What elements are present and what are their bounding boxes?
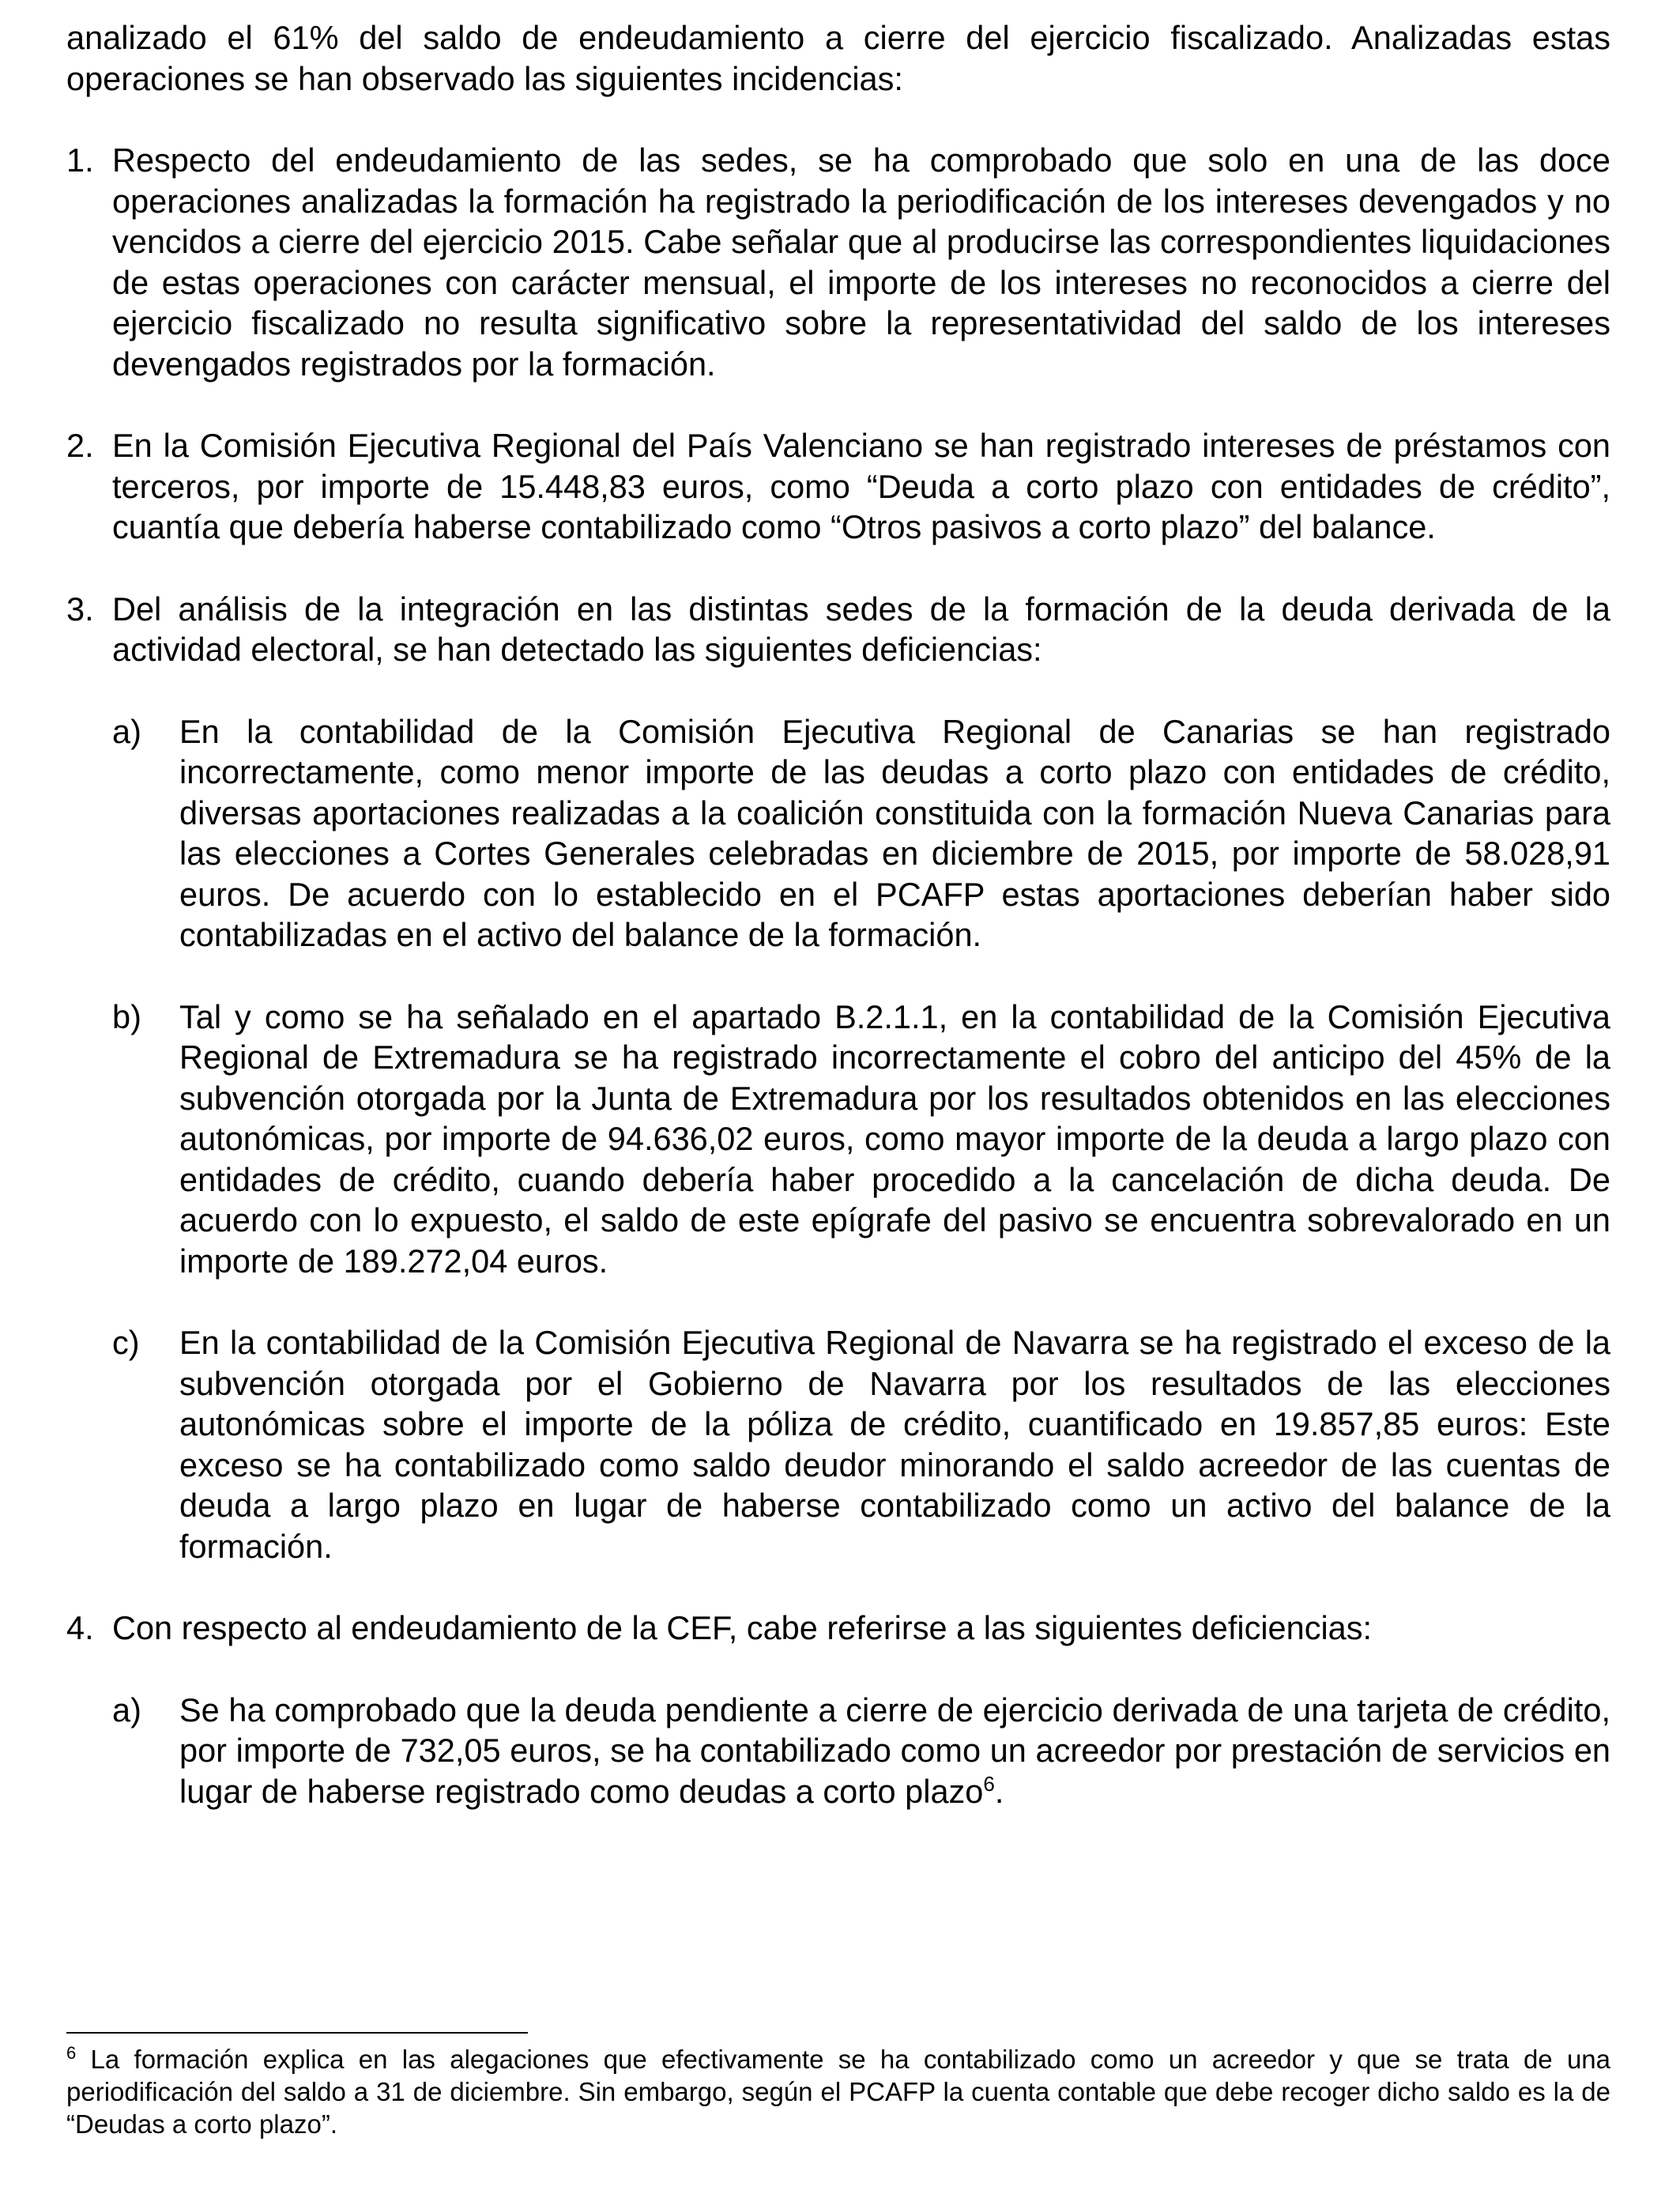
sub-item-text: En la contabilidad de la Comisión Ejecutiva Regional de Navarra se ha registrado el exceso de la subvención otorgada por el Gobierno de Navarra por los resultados de las elecciones autonómicas sobre el importe de la póliza de crédito, cuantificado en 19.857,85 euros: Este exceso se ha contabilizado como saldo deudor minorando el saldo acreedor de las cuentas de deuda a largo plazo en lugar de haberse contabilizado como un activo del balance de la formación. bbox=[179, 1324, 1610, 1565]
sub-item-letter: b) bbox=[112, 997, 141, 1035]
list-item-4 bbox=[66, 1608, 1610, 1811]
list-item-1 bbox=[66, 140, 1610, 384]
document-body bbox=[66, 17, 1610, 1853]
item-number: 3. bbox=[66, 590, 94, 628]
footnote bbox=[66, 2043, 1610, 2140]
item-text: Del análisis de la integración en las distintas sedes de la formación de la deuda derivada de la actividad electoral, se han detectado las siguientes deficiencias: bbox=[112, 590, 1610, 668]
item-text: En la Comisión Ejecutiva Regional del País Valenciano se han registrado intereses de préstamos con terceros, por importe de 15.448,83 euros, como “Deuda a corto plazo con entidades de crédito”, cuantía que debería haberse contabilizado como “Otros pasivos a corto plazo” del balance. bbox=[112, 427, 1610, 545]
list-item-2 bbox=[66, 425, 1610, 548]
sub-item-4a bbox=[112, 1690, 1610, 1812]
footnote-reference[interactable]: 6 bbox=[983, 1771, 995, 1796]
sub-item-3b bbox=[112, 997, 1610, 1282]
footnote-text: La formación explica en las alegaciones que efectivamente se ha contabilizado como un acreedor y que se trata de una periodificación del saldo a 31 de diciembre. Sin embargo, según el PCAFP la cuenta contable que debe recoger dicho saldo es la de “Deudas a corto plazo”. bbox=[66, 2045, 1610, 2139]
item-text: Con respecto al endeudamiento de la CEF, cabe referirse a las siguientes deficiencias: bbox=[112, 1609, 1373, 1646]
sub-item-letter: a) bbox=[112, 1691, 141, 1728]
sub-item-letter: a) bbox=[112, 712, 141, 750]
footnote-separator bbox=[66, 2032, 528, 2034]
sub-item-letter: c) bbox=[112, 1324, 140, 1361]
list-item-3 bbox=[66, 589, 1610, 1567]
sub-item-text-end: . bbox=[994, 1772, 1004, 1810]
sub-item-text: En la contabilidad de la Comisión Ejecutiva Regional de Canarias se han registrado incorrectamente, como menor importe de las deudas a corto plazo con entidades de crédito, diversas aportaciones realizadas a la coalición constituida con la formación Nueva Canarias para las elecciones a Cortes Generales celebradas en diciembre de 2015, por importe de 58.028,91 euros. De acuerdo con lo establecido en el PCAFP estas aportaciones deberían haber sido contabilizadas en el activo del balance de la formación. bbox=[179, 712, 1610, 953]
item-number: 4. bbox=[66, 1609, 94, 1646]
sub-item-3c bbox=[112, 1322, 1610, 1566]
item-number: 1. bbox=[66, 141, 94, 179]
item-number: 2. bbox=[66, 427, 94, 464]
sub-item-text: Tal y como se ha señalado en el apartado B.2.1.1, en la contabilidad de la Comisión Ejecutiva Regional de Extremadura se ha registrado incorrectamente el cobro del anticipo del 45% de la subvención otorgada por la Junta de Extremadura por los resultados obtenidos en las elecciones autonómicas, por importe de 94.636,02 euros, como mayor importe de la deuda a largo plazo con entidades de crédito, cuando debería haber procedido a la cancelación de dicha deuda. De acuerdo con lo expuesto, el saldo de este epígrafe del pasivo se encuentra sobrevalorado en un importe de 189.272,04 euros. bbox=[179, 997, 1610, 1280]
item-text: Respecto del endeudamiento de las sedes, se ha comprobado que solo en una de las doce operaciones analizadas la formación ha registrado la periodificación de los intereses devengados y no vencidos a cierre del ejercicio 2015. Cabe señalar que al producirse las correspondientes liquidaciones de estas operaciones con carácter mensual, el importe de los intereses no reconocidos a cierre del ejercicio fiscalizado no resulta significativo sobre la representatividad del saldo de los intereses devengados registrados por la formación. bbox=[112, 141, 1610, 383]
intro-paragraph: analizado el 61% del saldo de endeudamiento a cierre del ejercicio fiscalizado. Analizadas estas operaciones se han observado las siguientes incidencias: bbox=[66, 19, 1610, 97]
footnote-mark: 6 bbox=[66, 2043, 77, 2063]
sub-item-3a bbox=[112, 711, 1610, 956]
sub-item-text: Se ha comprobado que la deuda pendiente a cierre de ejercicio derivada de una tarjeta de crédito, por importe de 732,05 euros, se ha contabilizado como un acreedor por prestación de servicios en lugar de haberse registrado como deudas a corto plazo bbox=[179, 1691, 1610, 1810]
